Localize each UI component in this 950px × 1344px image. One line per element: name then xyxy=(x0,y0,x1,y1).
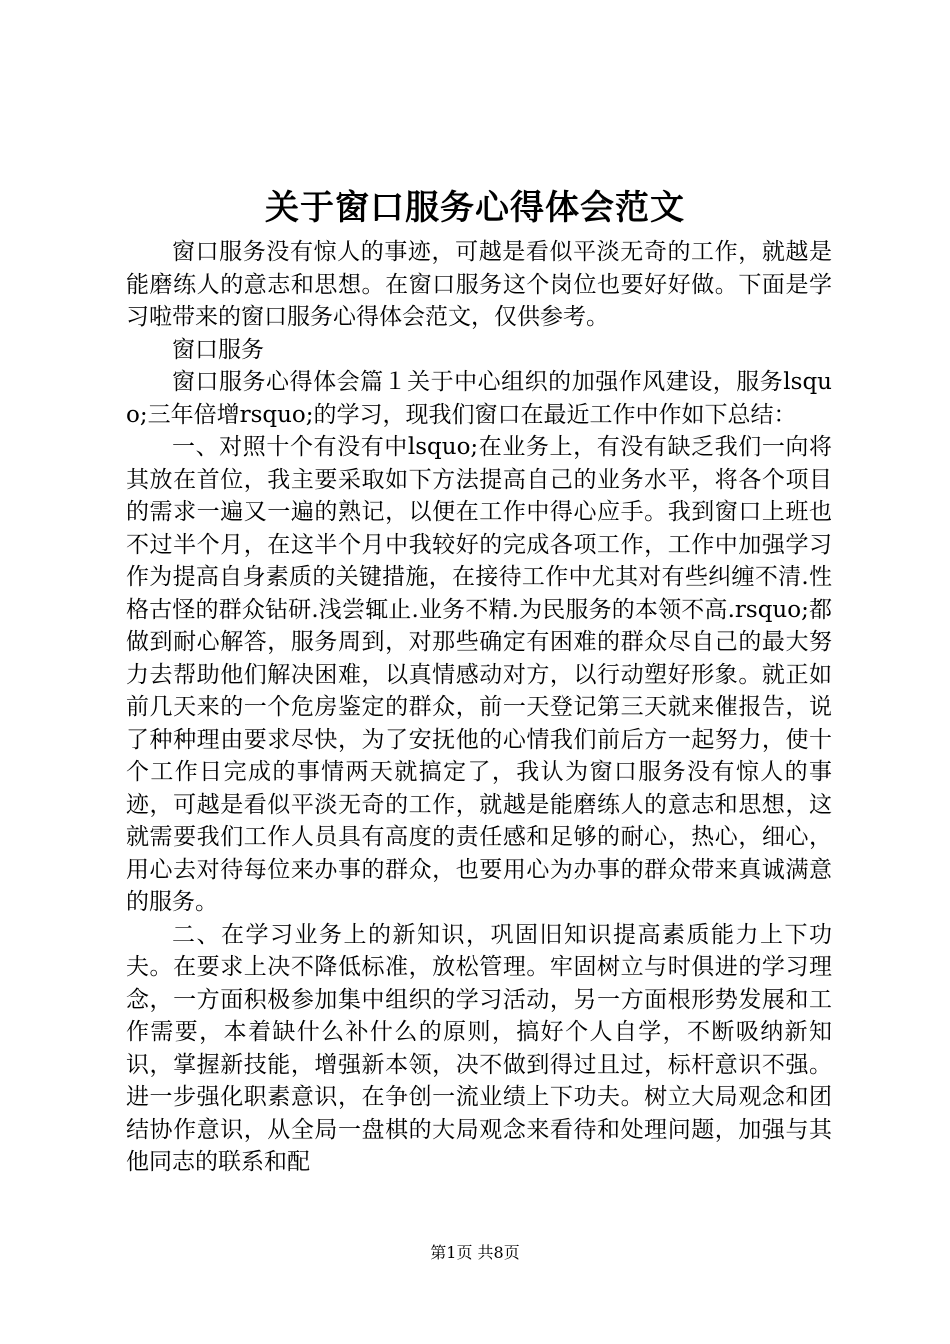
document-body xyxy=(126,236,832,1179)
section-heading: 窗口服务 xyxy=(172,336,264,363)
document-title: 关于窗口服务心得体会范文 xyxy=(265,188,685,228)
paragraph-3: 二、在学习业务上的新知识，巩固旧知识提高素质能力上下功夫。在要求上决不降低标准，放松管理。牢固树立与时俱进的学习理念，一方面积极参加集中组织的学习活动，另一方面根形势发展和工作需要，本着缺什么补什么的原则，搞好个人自学，不断吸纳新知识，掌握新技能，增强新本领，决不做到得过且过，标杆意识不强。进一步强化职素意识，在争创一流业绩上下功夫。树立大局观念和团结协作意识，从全局一盘棋的大局观念来看待和处理问题，加强与其他同志的联系和配 xyxy=(126,921,832,1175)
paragraph-1: 窗口服务心得体会篇１关于中心组织的加强作风建设，服务lsquo;三年倍增rsquo;的学习，现我们窗口在最近工作中作如下总结： xyxy=(126,369,832,428)
intro-paragraph: 窗口服务没有惊人的事迹，可越是看似平淡无奇的工作，就越是能磨练人的意志和思想。在窗口服务这个岗位也要好好做。下面是学习啦带来的窗口服务心得体会范文，仅供参考。 xyxy=(126,239,832,330)
page-footer: 第1页 共8页 xyxy=(430,1243,520,1262)
paragraph-2: 一、对照十个有没有中lsquo;在业务上，有没有缺乏我们一向将其放在首位，我主要采取如下方法提高自己的业务水平，将各个项目的需求一遍又一遍的熟记，以便在工作中得心应手。我到窗口上班也不过半个月，在这半个月中我较好的完成各项工作，工作中加强学习作为提高自身素质的关键措施，在接待工作中尤其对有些纠缠不清.性格古怪的群众钻研.浅尝辄止.业务不精.为民服务的本领不高.rsquo;都做到耐心解答，服务周到，对那些确定有困难的群众尽自己的最大努力去帮助他们解决困难，以真情感动对方，以行动塑好形象。就正如前几天来的一个危房鉴定的群众，前一天登记第三天就来催报告，说了种种理由要求尽快，为了安抚他的心情我们前后方一起努力，使十个工作日完成的事情两天就搞定了，我认为窗口服务没有惊人的事迹，可越是看似平淡无奇的工作，就越是能磨练人的意志和思想，这就需要我们工作人员具有高度的责任感和足够的耐心，热心，细心，用心去对待每位来办事的群众，也要用心为办事的群众带来真诚满意的服务。 xyxy=(126,434,832,915)
